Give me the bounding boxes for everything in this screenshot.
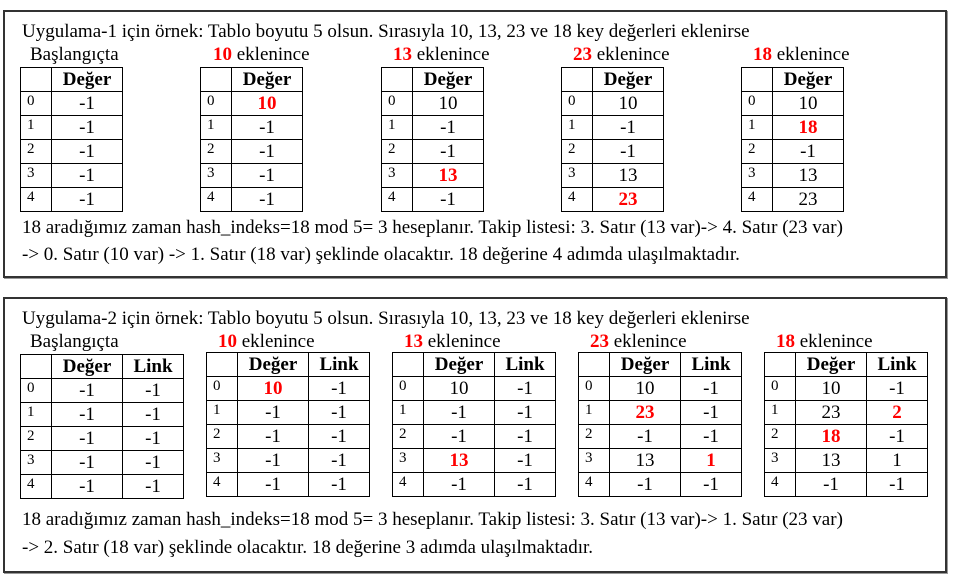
row-index: 3 (21, 164, 52, 188)
row-index: 0 (562, 92, 593, 116)
header-row (201, 68, 303, 92)
row-index: 2 (21, 140, 52, 164)
example1-table-step-23 (561, 67, 664, 212)
row-index: 3 (207, 449, 238, 473)
value-header: Değer (232, 68, 303, 92)
row-index: 2 (562, 140, 593, 164)
row-link: -1 (123, 475, 184, 499)
caption-key: 23 (590, 331, 609, 352)
row-value: 10 (238, 377, 309, 401)
row-link: -1 (495, 377, 556, 401)
row-link: 2 (867, 401, 928, 425)
caption-text: eklenince (592, 44, 670, 65)
link-header: Link (867, 353, 928, 377)
row-index: 4 (21, 188, 52, 212)
row-index: 3 (579, 449, 610, 473)
table-row (201, 140, 303, 164)
row-value: 13 (413, 164, 484, 188)
table-row (382, 116, 484, 140)
value-header: Değer (52, 355, 123, 379)
table-row (579, 473, 742, 497)
row-index: 2 (742, 140, 773, 164)
table-row (393, 377, 556, 401)
example2-caption-step-23 (590, 331, 687, 353)
row-index: 2 (207, 425, 238, 449)
table-row (207, 473, 370, 497)
row-index: 3 (765, 449, 796, 473)
row-value: 10 (593, 92, 664, 116)
row-value: 18 (773, 116, 844, 140)
example2-panel (3, 297, 947, 573)
caption-text: Başlangıçta (30, 331, 119, 352)
header-row (742, 68, 844, 92)
row-value: 10 (424, 377, 495, 401)
value-header: Değer (413, 68, 484, 92)
row-value: -1 (232, 140, 303, 164)
header-row (579, 353, 742, 377)
table-row (207, 377, 370, 401)
example2-intro: Uygulama-2 için örnek: Tablo boyutu 5 olsun. Sırasıyla 10, 13, 23 ve 18 key değerleri eklenirse (22, 308, 750, 329)
row-value: -1 (52, 427, 123, 451)
table-row (207, 401, 370, 425)
table-row (765, 473, 928, 497)
row-link: -1 (123, 403, 184, 427)
index-header (562, 68, 593, 92)
row-link: -1 (495, 401, 556, 425)
value-header: Değer (773, 68, 844, 92)
row-link: 1 (867, 449, 928, 473)
example1-table-step-18 (741, 67, 844, 212)
example1-note-line2: -> 0. Satır (10 var) -> 1. Satır (18 var) şeklinde olacaktır. 18 değerine 4 adımda ulaşılmaktadır. (22, 244, 740, 265)
row-index: 2 (21, 427, 52, 451)
row-link: -1 (123, 451, 184, 475)
table-row (207, 425, 370, 449)
table-row (562, 188, 664, 212)
caption-key: 13 (404, 331, 423, 352)
table-row (765, 401, 928, 425)
table-row (21, 379, 184, 403)
caption-key: 18 (753, 44, 772, 65)
row-link: -1 (309, 401, 370, 425)
example2-table-step-13 (392, 352, 556, 497)
header-row (562, 68, 664, 92)
table-row (382, 92, 484, 116)
row-index: 0 (207, 377, 238, 401)
row-value: 10 (610, 377, 681, 401)
row-value: -1 (610, 425, 681, 449)
table-row (579, 449, 742, 473)
row-index: 4 (562, 188, 593, 212)
table-row (765, 449, 928, 473)
row-index: 1 (579, 401, 610, 425)
row-index: 1 (765, 401, 796, 425)
table-row (21, 403, 184, 427)
example2-table-step-18 (764, 352, 928, 497)
header-row (393, 353, 556, 377)
row-index: 4 (382, 188, 413, 212)
table-row (382, 188, 484, 212)
row-value: -1 (413, 188, 484, 212)
header-row (382, 68, 484, 92)
row-value: -1 (52, 379, 123, 403)
table-row (562, 92, 664, 116)
table-row (562, 116, 664, 140)
index-header (21, 355, 52, 379)
row-link: -1 (309, 473, 370, 497)
example1-caption-step-18 (753, 44, 850, 66)
link-header: Link (495, 353, 556, 377)
table-row (21, 164, 123, 188)
table-row (207, 449, 370, 473)
row-value: 13 (610, 449, 681, 473)
row-value: 13 (593, 164, 664, 188)
example1-panel (3, 10, 947, 278)
index-header (21, 68, 52, 92)
row-index: 2 (579, 425, 610, 449)
example2-caption-step-13 (404, 331, 501, 353)
header-row (765, 353, 928, 377)
index-header (201, 68, 232, 92)
table-row (742, 188, 844, 212)
table-row (382, 164, 484, 188)
row-value: -1 (424, 401, 495, 425)
row-index: 1 (201, 116, 232, 140)
row-index: 3 (393, 449, 424, 473)
row-link: -1 (309, 425, 370, 449)
header-row (21, 355, 184, 379)
example2-table-step-23 (578, 352, 742, 497)
table-row (201, 164, 303, 188)
row-value: 13 (773, 164, 844, 188)
row-value: -1 (52, 140, 123, 164)
value-header: Değer (593, 68, 664, 92)
row-value: -1 (232, 116, 303, 140)
index-header (765, 353, 796, 377)
example1-caption-initial (30, 44, 119, 66)
table-row (579, 377, 742, 401)
row-index: 0 (201, 92, 232, 116)
row-link: -1 (495, 473, 556, 497)
row-value: -1 (52, 475, 123, 499)
row-index: 0 (21, 379, 52, 403)
table-row (579, 401, 742, 425)
row-index: 0 (382, 92, 413, 116)
row-value: 23 (593, 188, 664, 212)
row-index: 3 (382, 164, 413, 188)
index-header (393, 353, 424, 377)
row-value: -1 (773, 140, 844, 164)
table-row (742, 164, 844, 188)
row-value: -1 (238, 401, 309, 425)
row-index: 3 (562, 164, 593, 188)
example2-note-line1: 18 aradığımız zaman hash_indeks=18 mod 5= 3 heseplanır. Takip listesi: 3. Satır (13 var)-> 1. Satır (23 var) (22, 509, 843, 530)
row-value: 23 (796, 401, 867, 425)
caption-key: 13 (393, 44, 412, 65)
table-row (393, 473, 556, 497)
value-header: Değer (610, 353, 681, 377)
table-row (393, 401, 556, 425)
table-row (21, 451, 184, 475)
caption-text: eklenince (423, 331, 501, 352)
link-header: Link (309, 353, 370, 377)
caption-text: eklenince (237, 331, 315, 352)
table-row (21, 140, 123, 164)
row-value: -1 (52, 188, 123, 212)
row-index: 3 (742, 164, 773, 188)
value-header: Değer (424, 353, 495, 377)
table-row (742, 140, 844, 164)
table-row (579, 425, 742, 449)
row-index: 2 (382, 140, 413, 164)
table-row (21, 188, 123, 212)
caption-text: eklenince (609, 331, 687, 352)
caption-key: 10 (218, 331, 237, 352)
row-index: 1 (742, 116, 773, 140)
row-index: 3 (21, 451, 52, 475)
row-value: 10 (796, 377, 867, 401)
row-index: 4 (201, 188, 232, 212)
link-header: Link (681, 353, 742, 377)
caption-text: eklenince (232, 44, 310, 65)
row-index: 1 (393, 401, 424, 425)
index-header (207, 353, 238, 377)
row-index: 0 (21, 92, 52, 116)
row-value: -1 (232, 164, 303, 188)
row-link: -1 (681, 401, 742, 425)
example1-intro: Uygulama-1 için örnek: Tablo boyutu 5 olsun. Sırasıyla 10, 13, 23 ve 18 key değerleri eklenirse (22, 21, 750, 42)
index-header (579, 353, 610, 377)
row-index: 1 (21, 403, 52, 427)
example2-caption-step-10 (218, 331, 315, 353)
row-value: 10 (773, 92, 844, 116)
row-value: -1 (593, 116, 664, 140)
example2-caption-initial (30, 331, 119, 353)
row-value: -1 (52, 451, 123, 475)
row-index: 2 (393, 425, 424, 449)
row-value: -1 (413, 140, 484, 164)
row-value: -1 (796, 473, 867, 497)
table-row (201, 116, 303, 140)
row-index: 1 (562, 116, 593, 140)
row-value: -1 (413, 116, 484, 140)
row-index: 2 (201, 140, 232, 164)
row-value: -1 (593, 140, 664, 164)
table-row (201, 92, 303, 116)
row-value: -1 (424, 425, 495, 449)
row-link: -1 (867, 425, 928, 449)
table-row (21, 475, 184, 499)
row-index: 4 (207, 473, 238, 497)
example1-note-line1: 18 aradığımız zaman hash_indeks=18 mod 5= 3 heseplanır. Takip listesi: 3. Satır (13 var)-> 4. Satır (23 var) (22, 217, 843, 238)
row-value: -1 (52, 164, 123, 188)
caption-text: eklenince (795, 331, 873, 352)
example1-table-step-10 (200, 67, 303, 212)
table-row (21, 427, 184, 451)
table-row (742, 92, 844, 116)
row-link: -1 (123, 379, 184, 403)
caption-key: 18 (776, 331, 795, 352)
header-row (21, 68, 123, 92)
example1-caption-step-13 (393, 44, 490, 66)
row-index: 4 (742, 188, 773, 212)
row-value: -1 (610, 473, 681, 497)
row-index: 4 (765, 473, 796, 497)
row-link: -1 (495, 449, 556, 473)
table-row (382, 140, 484, 164)
row-value: -1 (232, 188, 303, 212)
row-value: 18 (796, 425, 867, 449)
example2-caption-step-18 (776, 331, 873, 353)
example1-caption-step-23 (573, 44, 670, 66)
row-index: 0 (579, 377, 610, 401)
row-value: -1 (238, 473, 309, 497)
row-link: -1 (309, 449, 370, 473)
row-value: -1 (52, 116, 123, 140)
row-link: -1 (867, 377, 928, 401)
row-value: 13 (424, 449, 495, 473)
table-row (765, 377, 928, 401)
row-value: -1 (52, 92, 123, 116)
row-index: 0 (765, 377, 796, 401)
example1-table-initial (20, 67, 123, 212)
row-index: 1 (382, 116, 413, 140)
row-index: 1 (207, 401, 238, 425)
row-value: 13 (796, 449, 867, 473)
value-header: Değer (52, 68, 123, 92)
row-index: 1 (21, 116, 52, 140)
row-index: 4 (579, 473, 610, 497)
row-value: -1 (424, 473, 495, 497)
example1-table-step-13 (381, 67, 484, 212)
row-index: 0 (393, 377, 424, 401)
row-index: 2 (765, 425, 796, 449)
row-link: -1 (681, 377, 742, 401)
header-row (207, 353, 370, 377)
row-index: 0 (742, 92, 773, 116)
table-row (21, 116, 123, 140)
table-row (21, 92, 123, 116)
index-header (382, 68, 413, 92)
row-value: 23 (610, 401, 681, 425)
row-link: -1 (681, 425, 742, 449)
row-link: -1 (309, 377, 370, 401)
row-value: 10 (413, 92, 484, 116)
row-index: 4 (21, 475, 52, 499)
example1-caption-step-10 (213, 44, 310, 66)
example2-table-step-10 (206, 352, 370, 497)
table-row (765, 425, 928, 449)
value-header: Değer (238, 353, 309, 377)
table-row (201, 188, 303, 212)
row-value: 23 (773, 188, 844, 212)
value-header: Değer (796, 353, 867, 377)
row-index: 4 (393, 473, 424, 497)
row-link: -1 (867, 473, 928, 497)
row-link: -1 (681, 473, 742, 497)
caption-text: Başlangıçta (30, 44, 119, 65)
table-row (562, 164, 664, 188)
table-row (742, 116, 844, 140)
row-link: -1 (495, 425, 556, 449)
row-link: 1 (681, 449, 742, 473)
row-index: 3 (201, 164, 232, 188)
table-row (393, 449, 556, 473)
row-value: -1 (238, 449, 309, 473)
caption-text: eklenince (412, 44, 490, 65)
table-row (562, 140, 664, 164)
index-header (742, 68, 773, 92)
row-value: -1 (238, 425, 309, 449)
example2-table-initial (20, 354, 184, 499)
row-value: -1 (52, 403, 123, 427)
table-row (393, 425, 556, 449)
caption-key: 23 (573, 44, 592, 65)
link-header: Link (123, 355, 184, 379)
caption-key: 10 (213, 44, 232, 65)
row-value: 10 (232, 92, 303, 116)
row-link: -1 (123, 427, 184, 451)
example2-note-line2: -> 2. Satır (18 var) şeklinde olacaktır. 18 değerine 3 adımda ulaşılmaktadır. (22, 537, 594, 558)
caption-text: eklenince (772, 44, 850, 65)
